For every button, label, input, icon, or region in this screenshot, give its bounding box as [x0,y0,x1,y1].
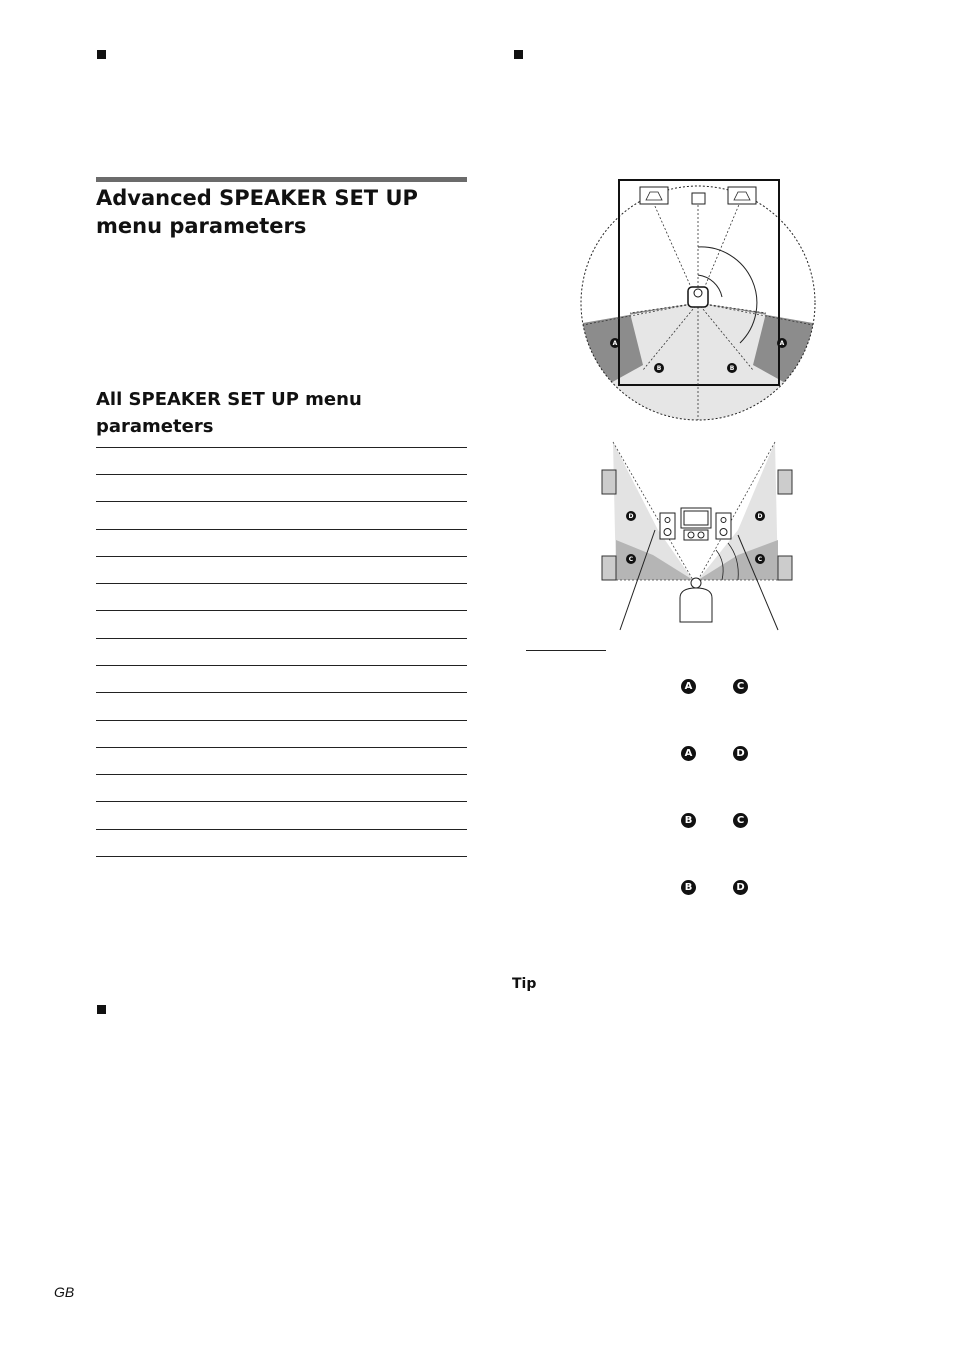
section-title: Advanced SPEAKER SET UP menu parameters [96,186,418,238]
table-row [96,801,467,802]
tip-label: Tip [512,976,537,992]
note-underline [526,650,606,651]
zone-label-c-left: C [628,556,634,563]
zone-label-b-left: B [656,365,662,372]
legend-row-1-second: C [733,679,748,694]
speaker-angle-diagram [578,175,823,425]
legend-row-2-first: A [681,746,696,761]
table-row [96,556,467,557]
heading-rule [96,177,467,182]
table-row [96,774,467,775]
zone-label-d-right: D [757,513,763,520]
table-row [96,829,467,830]
legend-row-4-first: B [681,880,696,895]
table-row [96,692,467,693]
legend-row-3-first: B [681,813,696,828]
zone-label-a-right: A [779,340,785,347]
page-id: GB [54,1284,75,1300]
table-row [96,529,467,530]
zone-label-c-right: C [757,556,763,563]
section-bullet-bottom-left [97,1005,106,1014]
subsection-title: All SPEAKER SET UP menu parameters [96,389,362,437]
legend-row-4-second: D [733,880,748,895]
legend-row-3-second: C [733,813,748,828]
table-row [96,665,467,666]
zone-label-a-left: A [612,340,618,347]
zone-label-d-left: D [628,513,634,520]
table-row [96,501,467,502]
legend-row-1-first: A [681,679,696,694]
table-row [96,747,467,748]
section-bullet-top-right [514,50,523,59]
table-row [96,638,467,639]
table-row [96,447,467,448]
legend-row-2-second: D [733,746,748,761]
speaker-layout-diagram [598,440,798,635]
section-bullet-top-left [97,50,106,59]
zone-label-b-right: B [729,365,735,372]
table-row [96,474,467,475]
table-row [96,856,467,857]
table-row [96,583,467,584]
table-row [96,720,467,721]
table-row [96,610,467,611]
